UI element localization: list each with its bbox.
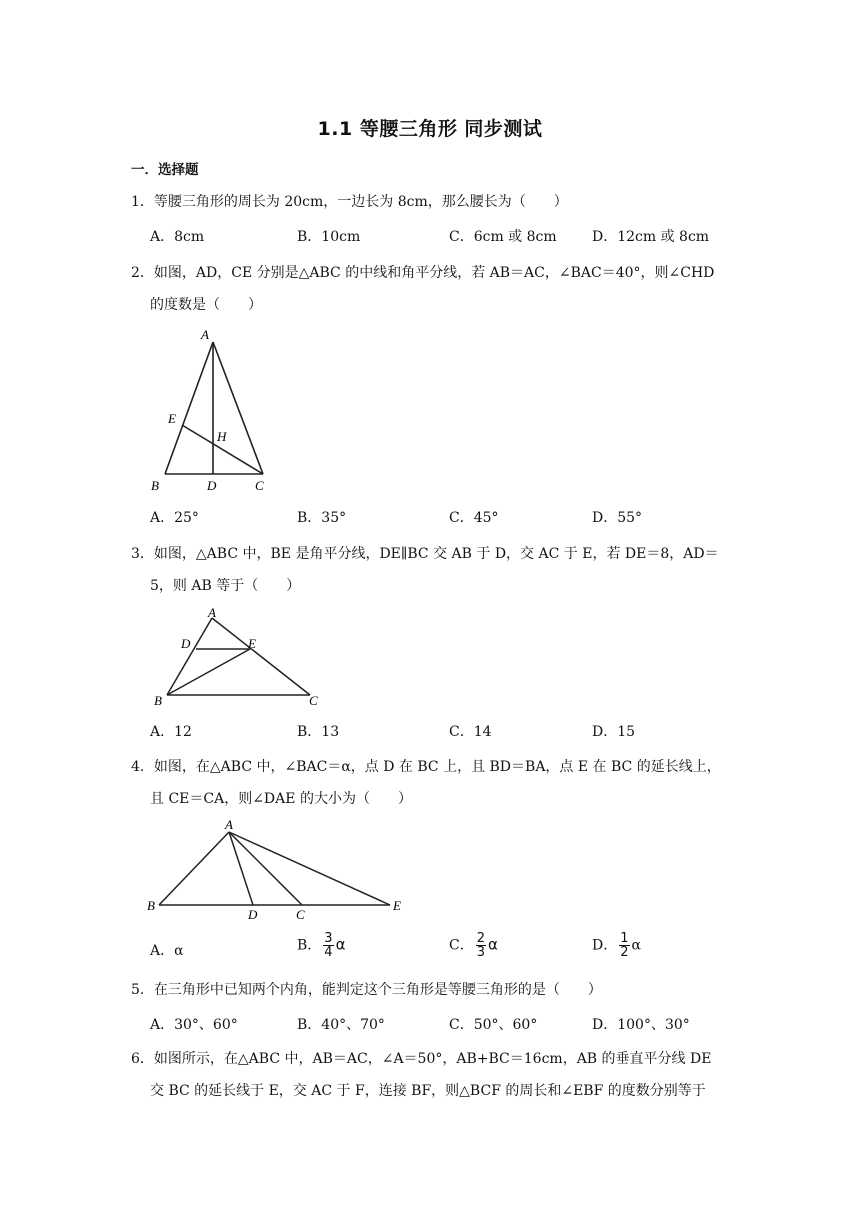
q2-label-c: C bbox=[255, 478, 264, 493]
q4-option-c-fraction bbox=[476, 932, 486, 959]
q4-label-a: A bbox=[225, 817, 233, 832]
q2-label-d: D bbox=[207, 478, 217, 493]
question-3-text-cont: 5，则 AB 等于（ ） bbox=[150, 578, 301, 594]
q4-option-d-numerator: 1 bbox=[620, 931, 629, 946]
q2-option-c: C．45° bbox=[449, 510, 499, 526]
q4-option-b-fraction bbox=[323, 932, 333, 959]
q4-label-e: E bbox=[393, 898, 401, 913]
q4-label-b: B bbox=[147, 898, 155, 913]
question-2-text: 2．如图，AD，CE 分别是△ABC 的中线和角平分线，若 AB＝AC，∠BAC＝40°，则∠CHD bbox=[131, 265, 715, 281]
q2-triangle-figure bbox=[145, 322, 285, 492]
q3-label-a: A bbox=[208, 605, 216, 620]
q1-option-c: C．6cm 或 8cm bbox=[449, 229, 557, 245]
q2-label-b: B bbox=[151, 478, 159, 493]
q4-label-d: D bbox=[248, 907, 258, 922]
q1-option-b: B．10cm bbox=[297, 229, 361, 245]
q5-option-d: D．100°、30° bbox=[592, 1017, 690, 1033]
q2-option-a: A．25° bbox=[150, 510, 199, 526]
q4-option-c-prefix: C． bbox=[449, 937, 474, 954]
q3-label-d: D bbox=[181, 636, 191, 651]
q4-option-c-suffix: α bbox=[488, 935, 498, 954]
q5-option-a: A．30°、60° bbox=[150, 1017, 238, 1033]
question-4-text: 4．如图，在△ABC 中，∠BAC＝α，点 D 在 BC 上，且 BD＝BA，点 E 在 BC 的延长线上， bbox=[131, 759, 721, 775]
question-6-text: 6．如图所示，在△ABC 中，AB＝AC，∠A＝50°，AB+BC＝16cm，AB 的垂直平分线 DE bbox=[131, 1051, 712, 1067]
q3-label-e: E bbox=[248, 636, 256, 651]
q2-label-a: A bbox=[201, 327, 209, 342]
q4-option-c-denominator: 3 bbox=[476, 945, 485, 960]
question-3-text: 3．如图，△ABC 中，BE 是角平分线，DE∥BC 交 AB 于 D，交 AC 于 E，若 DE＝8，AD＝ bbox=[131, 546, 719, 562]
q4-option-d-fraction bbox=[619, 932, 629, 959]
q4-option-c-numerator: 2 bbox=[476, 931, 485, 946]
q4-option-d-suffix: α bbox=[631, 937, 641, 954]
q4-option-a: A．α bbox=[150, 943, 184, 959]
q3-option-b: B．13 bbox=[297, 724, 340, 740]
q4-option-d bbox=[592, 932, 641, 959]
q4-option-c bbox=[449, 932, 498, 959]
section-heading: 一．选择题 bbox=[131, 162, 199, 178]
q1-option-d: D．12cm 或 8cm bbox=[592, 229, 710, 245]
q4-option-b-denominator: 4 bbox=[324, 945, 333, 960]
q3-option-d: D．15 bbox=[592, 724, 636, 740]
q2-label-e: E bbox=[168, 411, 176, 426]
q4-option-d-prefix: D． bbox=[592, 937, 618, 954]
q4-option-b-prefix: B． bbox=[297, 937, 322, 954]
question-4-text-cont: 且 CE＝CA，则∠DAE 的大小为（ ） bbox=[150, 791, 412, 807]
q4-option-b-suffix: α bbox=[335, 935, 346, 954]
q4-label-c: C bbox=[296, 907, 305, 922]
q3-triangle-figure bbox=[145, 604, 345, 714]
q4-option-b bbox=[297, 932, 345, 959]
q4-option-b-numerator: 3 bbox=[324, 931, 333, 946]
q5-option-b: B．40°、70° bbox=[297, 1017, 385, 1033]
q1-option-a: A．8cm bbox=[150, 229, 205, 245]
question-5-text: 5．在三角形中已知两个内角，能判定这个三角形是等腰三角形的是（ ） bbox=[131, 982, 602, 998]
q3-option-c: C．14 bbox=[449, 724, 492, 740]
page-title: 1.1 等腰三角形 同步测试 bbox=[317, 118, 543, 140]
q3-label-c: C bbox=[309, 693, 318, 708]
question-1-text: 1．等腰三角形的周长为 20cm，一边长为 8cm，那么腰长为（ ） bbox=[131, 194, 568, 210]
q2-label-h: H bbox=[217, 429, 227, 444]
question-6-text-cont: 交 BC 的延长线于 E，交 AC 于 F，连接 BF，则△BCF 的周长和∠EBF 的度数分别等于 bbox=[150, 1083, 706, 1099]
q4-option-d-denominator: 2 bbox=[620, 945, 629, 960]
q5-option-c: C．50°、60° bbox=[449, 1017, 538, 1033]
q2-option-d: D．55° bbox=[592, 510, 643, 526]
q3-label-b: B bbox=[154, 693, 162, 708]
q2-option-b: B．35° bbox=[297, 510, 347, 526]
q4-triangle-figure bbox=[145, 814, 415, 924]
question-2-text-cont: 的度数是（ ） bbox=[150, 297, 262, 313]
q3-option-a: A．12 bbox=[150, 724, 192, 740]
